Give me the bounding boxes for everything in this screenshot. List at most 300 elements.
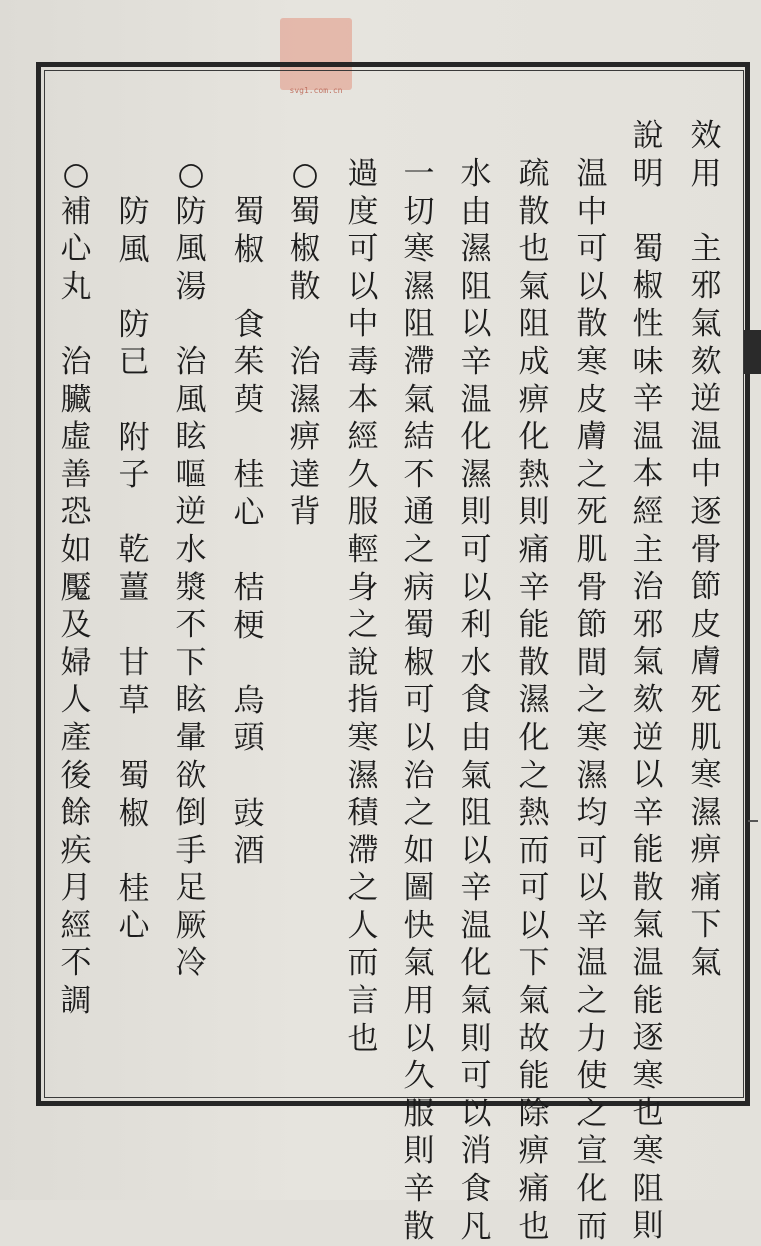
character: 成 bbox=[518, 343, 550, 380]
character: 濕 bbox=[347, 757, 379, 794]
character: 消 bbox=[460, 1133, 492, 1170]
character: 過 bbox=[347, 156, 379, 192]
character: 氣 bbox=[690, 305, 722, 342]
character: 寒 bbox=[632, 1057, 664, 1094]
character bbox=[116, 382, 152, 420]
character: 寒 bbox=[576, 343, 608, 380]
character: ○ bbox=[177, 156, 205, 192]
character: 服 bbox=[403, 1095, 435, 1132]
character: 桂 bbox=[118, 870, 150, 907]
character: 草 bbox=[118, 682, 150, 719]
character: 風 bbox=[175, 231, 207, 268]
character: 豉 bbox=[233, 795, 265, 832]
character: 膚 bbox=[576, 419, 608, 456]
character: 說 bbox=[347, 644, 379, 681]
character: 散 bbox=[518, 644, 550, 681]
character: 辛 bbox=[576, 907, 608, 944]
character: 萸 bbox=[233, 381, 265, 418]
character: 治 bbox=[175, 343, 207, 380]
text-column-10 bbox=[173, 156, 209, 983]
character: 邪 bbox=[632, 606, 664, 643]
text-column-8 bbox=[287, 156, 323, 532]
character: 痹 bbox=[690, 832, 722, 869]
character: 明 bbox=[632, 155, 664, 192]
character: 凡 bbox=[460, 1208, 492, 1245]
character: 散 bbox=[518, 193, 550, 230]
character: 可 bbox=[518, 870, 550, 907]
character: 久 bbox=[403, 1058, 435, 1095]
character: 也 bbox=[518, 231, 550, 268]
character: 結 bbox=[403, 419, 435, 456]
character: 骨 bbox=[690, 531, 722, 568]
character: 氣 bbox=[518, 268, 550, 305]
character: 椒 bbox=[403, 644, 435, 681]
character: 防 bbox=[118, 194, 150, 230]
character: 之 bbox=[576, 983, 608, 1020]
character: 不 bbox=[60, 945, 92, 982]
character: 之 bbox=[576, 682, 608, 719]
character: 嘔 bbox=[175, 456, 207, 493]
character: 也 bbox=[347, 1020, 379, 1057]
character: 温 bbox=[632, 418, 664, 455]
character: 水 bbox=[460, 644, 492, 681]
character: 漿 bbox=[175, 569, 207, 606]
character: 虛 bbox=[60, 419, 92, 456]
character: 湯 bbox=[175, 268, 207, 305]
character: 經 bbox=[632, 493, 664, 530]
character: 以 bbox=[460, 306, 492, 343]
character: 散 bbox=[632, 869, 664, 906]
character bbox=[688, 193, 724, 231]
character: 痛 bbox=[518, 531, 550, 568]
character: 指 bbox=[347, 682, 379, 719]
text-column-9 bbox=[231, 194, 267, 871]
character: 辛 bbox=[460, 870, 492, 907]
character: 酒 bbox=[233, 833, 265, 870]
character: 逆 bbox=[690, 381, 722, 418]
character: 之 bbox=[576, 1095, 608, 1132]
character bbox=[116, 833, 152, 871]
character: 也 bbox=[518, 1208, 550, 1245]
character: 善 bbox=[60, 456, 92, 493]
character: 肌 bbox=[576, 531, 608, 568]
character: 子 bbox=[118, 457, 150, 494]
character: 以 bbox=[576, 268, 608, 305]
character: 已 bbox=[118, 344, 150, 381]
text-column-4 bbox=[516, 156, 552, 1246]
character: 可 bbox=[460, 531, 492, 568]
character: 而 bbox=[576, 1208, 608, 1245]
character: 濕 bbox=[460, 456, 492, 493]
character: 可 bbox=[576, 832, 608, 869]
character: 邪 bbox=[690, 268, 722, 305]
character: 氣 bbox=[403, 381, 435, 418]
character: 化 bbox=[576, 1171, 608, 1208]
character: 痹 bbox=[518, 381, 550, 418]
text-column-2 bbox=[630, 118, 666, 1246]
character: 乾 bbox=[118, 532, 150, 569]
character: 補 bbox=[60, 193, 92, 230]
character: 蜀 bbox=[289, 193, 321, 230]
character: 温 bbox=[576, 945, 608, 982]
character: 用 bbox=[403, 983, 435, 1020]
character: 度 bbox=[347, 193, 379, 230]
character: 倒 bbox=[175, 795, 207, 832]
character: 痛 bbox=[690, 869, 722, 906]
character: 及 bbox=[60, 607, 92, 644]
character: 食 bbox=[233, 306, 265, 343]
character: 如 bbox=[60, 531, 92, 568]
character: 宣 bbox=[576, 1133, 608, 1170]
character: 以 bbox=[460, 569, 492, 606]
character: 效 bbox=[690, 118, 722, 154]
character: 節 bbox=[690, 569, 722, 606]
character bbox=[116, 608, 152, 646]
character: 病 bbox=[403, 569, 435, 606]
character: 辛 bbox=[460, 343, 492, 380]
character: 除 bbox=[518, 1095, 550, 1132]
character: 厥 bbox=[175, 907, 207, 944]
character: 以 bbox=[403, 1020, 435, 1057]
character: 性 bbox=[632, 305, 664, 342]
character: 桂 bbox=[233, 457, 265, 494]
character: 散 bbox=[403, 1208, 435, 1245]
page-edge-mark bbox=[748, 820, 758, 822]
character: 由 bbox=[460, 193, 492, 230]
character: 温 bbox=[460, 381, 492, 418]
text-column-7 bbox=[345, 156, 381, 1058]
character: 能 bbox=[518, 607, 550, 644]
character: 而 bbox=[518, 832, 550, 869]
character: 能 bbox=[632, 982, 664, 1019]
character: 濕 bbox=[576, 757, 608, 794]
character: 蜀 bbox=[632, 230, 664, 267]
character: 化 bbox=[460, 945, 492, 982]
character: 眩 bbox=[175, 682, 207, 719]
character: 毒 bbox=[347, 343, 379, 380]
character: 逆 bbox=[632, 719, 664, 756]
character: 肌 bbox=[690, 719, 722, 756]
character: 之 bbox=[518, 757, 550, 794]
character: 不 bbox=[175, 607, 207, 644]
character: 治 bbox=[403, 757, 435, 794]
character: 婦 bbox=[60, 644, 92, 681]
character: 可 bbox=[576, 231, 608, 268]
character: 經 bbox=[347, 419, 379, 456]
character: 心 bbox=[233, 494, 265, 531]
character: 熱 bbox=[518, 795, 550, 832]
character: 頭 bbox=[233, 720, 265, 757]
character: 食 bbox=[460, 1171, 492, 1208]
character: 梗 bbox=[233, 607, 265, 644]
character: 疾 bbox=[60, 832, 92, 869]
character bbox=[116, 269, 152, 307]
character: 痛 bbox=[518, 1171, 550, 1208]
character: 阻 bbox=[632, 1170, 664, 1207]
character: 以 bbox=[632, 757, 664, 794]
character: 之 bbox=[347, 870, 379, 907]
character: ○ bbox=[62, 156, 90, 192]
character: 恐 bbox=[60, 494, 92, 531]
character: 暈 bbox=[175, 719, 207, 756]
character: 味 bbox=[632, 343, 664, 380]
character: 辛 bbox=[403, 1171, 435, 1208]
character: 中 bbox=[576, 193, 608, 230]
text-column-5 bbox=[458, 156, 494, 1246]
character: 氣 bbox=[632, 907, 664, 944]
character: 經 bbox=[60, 907, 92, 944]
character: 後 bbox=[60, 757, 92, 794]
character: 月 bbox=[60, 870, 92, 907]
character: 之 bbox=[576, 456, 608, 493]
page-edge-tab bbox=[744, 330, 761, 374]
character: 桔 bbox=[233, 569, 265, 606]
text-column-12 bbox=[58, 156, 94, 1021]
character: 一 bbox=[403, 156, 435, 192]
character: 可 bbox=[347, 231, 379, 268]
character: 欬 bbox=[632, 681, 664, 718]
character: 治 bbox=[60, 343, 92, 380]
character: 逐 bbox=[690, 493, 722, 530]
character: 氣 bbox=[460, 757, 492, 794]
character: 不 bbox=[403, 456, 435, 493]
seal-caption: svg1.com.cn bbox=[289, 86, 343, 95]
character: 心 bbox=[118, 908, 150, 945]
character: 茱 bbox=[233, 344, 265, 381]
character: 能 bbox=[632, 832, 664, 869]
character: 久 bbox=[347, 456, 379, 493]
character: 言 bbox=[347, 983, 379, 1020]
character: 散 bbox=[576, 306, 608, 343]
character: 温 bbox=[576, 156, 608, 192]
character: 温 bbox=[632, 945, 664, 982]
character: ○ bbox=[291, 156, 319, 192]
character: 骨 bbox=[576, 569, 608, 606]
character: 背 bbox=[289, 494, 321, 531]
character: 皮 bbox=[576, 381, 608, 418]
character: 水 bbox=[460, 156, 492, 192]
character: 本 bbox=[632, 456, 664, 493]
character: 圖 bbox=[403, 870, 435, 907]
character bbox=[173, 306, 209, 344]
character: 力 bbox=[576, 1020, 608, 1057]
character: 痹 bbox=[289, 419, 321, 456]
character: 化 bbox=[518, 719, 550, 756]
character: 下 bbox=[690, 907, 722, 944]
character: 濕 bbox=[289, 381, 321, 418]
character: 疏 bbox=[518, 156, 550, 192]
character: 下 bbox=[175, 644, 207, 681]
character: 利 bbox=[460, 607, 492, 644]
text-column-3 bbox=[574, 156, 610, 1246]
character: 死 bbox=[690, 681, 722, 718]
character: 甘 bbox=[118, 645, 150, 682]
character: 使 bbox=[576, 1058, 608, 1095]
character: 中 bbox=[690, 456, 722, 493]
character: 逆 bbox=[175, 494, 207, 531]
character: 節 bbox=[576, 607, 608, 644]
character: 滯 bbox=[403, 343, 435, 380]
character: 人 bbox=[347, 907, 379, 944]
character: 薑 bbox=[118, 569, 150, 606]
character: 身 bbox=[347, 569, 379, 606]
character: 人 bbox=[60, 682, 92, 719]
character: 蜀 bbox=[403, 607, 435, 644]
character: 之 bbox=[347, 607, 379, 644]
character: 均 bbox=[576, 795, 608, 832]
character: 防 bbox=[118, 306, 150, 343]
character: 散 bbox=[289, 268, 321, 305]
character: 附 bbox=[118, 419, 150, 456]
character: 說 bbox=[632, 118, 664, 154]
character: 氣 bbox=[518, 983, 550, 1020]
character: 達 bbox=[289, 456, 321, 493]
character bbox=[231, 758, 267, 796]
character: 椒 bbox=[632, 268, 664, 305]
character: 魘 bbox=[60, 569, 92, 606]
character: 切 bbox=[403, 193, 435, 230]
character bbox=[58, 306, 94, 344]
character: 寒 bbox=[403, 231, 435, 268]
character: 以 bbox=[403, 719, 435, 756]
character: 丸 bbox=[60, 268, 92, 305]
character: 則 bbox=[632, 1208, 664, 1245]
character: 欲 bbox=[175, 757, 207, 794]
text-column-6 bbox=[401, 156, 437, 1246]
character bbox=[231, 269, 267, 307]
character: 化 bbox=[518, 419, 550, 456]
character: 由 bbox=[460, 719, 492, 756]
character bbox=[231, 645, 267, 683]
character: 治 bbox=[289, 343, 321, 380]
character: 則 bbox=[403, 1133, 435, 1170]
character: 滯 bbox=[347, 832, 379, 869]
character: 欬 bbox=[690, 343, 722, 380]
character: 寒 bbox=[576, 719, 608, 756]
character: 寒 bbox=[632, 1133, 664, 1170]
character bbox=[231, 420, 267, 458]
character: 椒 bbox=[233, 231, 265, 268]
character: 心 bbox=[60, 231, 92, 268]
character: 而 bbox=[347, 945, 379, 982]
character bbox=[116, 720, 152, 758]
character bbox=[231, 532, 267, 570]
character: 眩 bbox=[175, 419, 207, 456]
character: 化 bbox=[460, 419, 492, 456]
character: 能 bbox=[518, 1058, 550, 1095]
character: 寒 bbox=[347, 719, 379, 756]
character: 氣 bbox=[632, 644, 664, 681]
character: 手 bbox=[175, 832, 207, 869]
text-column-1 bbox=[688, 118, 724, 983]
character bbox=[116, 495, 152, 533]
character: 皮 bbox=[690, 606, 722, 643]
character: 蜀 bbox=[118, 757, 150, 794]
character: 間 bbox=[576, 644, 608, 681]
character: 冷 bbox=[175, 945, 207, 982]
character: 辛 bbox=[518, 569, 550, 606]
character: 温 bbox=[460, 907, 492, 944]
character: 故 bbox=[518, 1020, 550, 1057]
character: 逐 bbox=[632, 1020, 664, 1057]
character: 則 bbox=[460, 494, 492, 531]
character: 下 bbox=[518, 945, 550, 982]
character: 濕 bbox=[403, 268, 435, 305]
character: 痹 bbox=[518, 1133, 550, 1170]
character: 服 bbox=[347, 494, 379, 531]
character: 也 bbox=[632, 1095, 664, 1132]
character: 以 bbox=[460, 832, 492, 869]
character: 可 bbox=[403, 682, 435, 719]
character: 中 bbox=[347, 306, 379, 343]
character: 温 bbox=[690, 418, 722, 455]
character bbox=[287, 306, 323, 344]
character: 膚 bbox=[690, 644, 722, 681]
character: 用 bbox=[690, 155, 722, 192]
character: 如 bbox=[403, 832, 435, 869]
character: 阻 bbox=[518, 306, 550, 343]
character: 調 bbox=[60, 983, 92, 1020]
character: 阻 bbox=[460, 268, 492, 305]
character: 之 bbox=[403, 795, 435, 832]
character: 本 bbox=[347, 381, 379, 418]
character: 風 bbox=[175, 381, 207, 418]
character: 熱 bbox=[518, 456, 550, 493]
character: 則 bbox=[518, 494, 550, 531]
character: 之 bbox=[403, 531, 435, 568]
character: 治 bbox=[632, 569, 664, 606]
text-column-11 bbox=[116, 194, 152, 946]
character: 以 bbox=[576, 870, 608, 907]
character: 則 bbox=[460, 1020, 492, 1057]
character: 阻 bbox=[460, 795, 492, 832]
character: 產 bbox=[60, 719, 92, 756]
character: 以 bbox=[347, 268, 379, 305]
character: 阻 bbox=[403, 306, 435, 343]
character: 快 bbox=[403, 907, 435, 944]
character: 以 bbox=[460, 1095, 492, 1132]
character: 氣 bbox=[690, 945, 722, 982]
character: 濕 bbox=[460, 231, 492, 268]
character: 蜀 bbox=[233, 194, 265, 230]
character: 可 bbox=[460, 1058, 492, 1095]
character: 防 bbox=[175, 193, 207, 230]
character: 食 bbox=[460, 682, 492, 719]
character: 餘 bbox=[60, 795, 92, 832]
character: 寒 bbox=[690, 757, 722, 794]
character: 死 bbox=[576, 494, 608, 531]
character: 辛 bbox=[632, 381, 664, 418]
character: 臟 bbox=[60, 381, 92, 418]
character: 主 bbox=[690, 230, 722, 267]
character: 濕 bbox=[690, 794, 722, 831]
character: 風 bbox=[118, 231, 150, 268]
character: 主 bbox=[632, 531, 664, 568]
character: 以 bbox=[518, 907, 550, 944]
character: 濕 bbox=[518, 682, 550, 719]
character: 足 bbox=[175, 870, 207, 907]
character: 通 bbox=[403, 494, 435, 531]
character: 氣 bbox=[460, 983, 492, 1020]
character: 椒 bbox=[118, 795, 150, 832]
character bbox=[630, 193, 666, 231]
character: 椒 bbox=[289, 231, 321, 268]
character: 積 bbox=[347, 795, 379, 832]
character: 辛 bbox=[632, 794, 664, 831]
character: 氣 bbox=[403, 945, 435, 982]
character: 水 bbox=[175, 531, 207, 568]
character: 輕 bbox=[347, 531, 379, 568]
